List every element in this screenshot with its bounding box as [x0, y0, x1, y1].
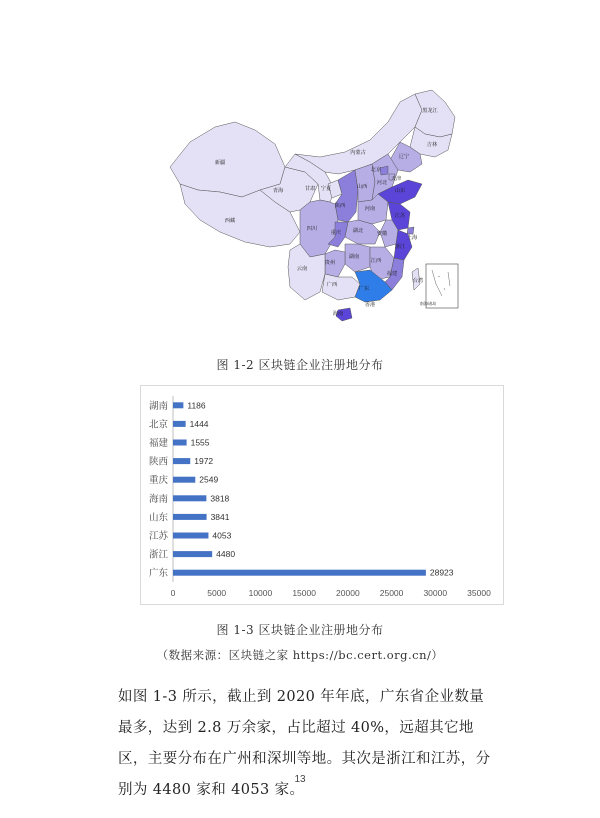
data-label: 4053 [212, 530, 232, 541]
data-source-note: （数据来源：区块链之家 https://bc.cert.org.cn/） [156, 648, 444, 662]
bar-chart [141, 386, 503, 604]
category-label: 江苏 [148, 531, 168, 542]
map-label: 山西 [356, 184, 368, 190]
x-tick-label: 5000 [207, 588, 227, 598]
category-label: 山东 [148, 512, 168, 524]
bar [173, 477, 195, 483]
map-label: 湖北 [352, 228, 364, 234]
map-caption: 图 1-2 区块链企业注册地分布 [216, 358, 384, 372]
map-label: 江苏 [394, 213, 406, 219]
category-label: 湖南 [148, 400, 168, 412]
map-label: 四川 [306, 226, 318, 232]
category-label: 北京 [148, 419, 168, 431]
region-sichuan [300, 200, 338, 257]
map-label: 安徽 [376, 231, 388, 237]
map-label: 河南 [364, 206, 376, 212]
map-label: 南海诸岛 [419, 301, 437, 306]
bar [173, 533, 208, 539]
x-tick-label: 10000 [248, 588, 273, 598]
region-shaanxi [335, 170, 358, 222]
map-label: 辽宁 [398, 154, 410, 160]
data-label: 3841 [210, 511, 230, 522]
chart-caption: 图 1-3 区块链企业注册地分布 [216, 623, 384, 637]
data-label: 1555 [190, 437, 210, 448]
map-label: 山东 [394, 188, 406, 194]
china-region-map [160, 72, 460, 322]
category-label: 广东 [148, 568, 168, 580]
map-label: 天津 [390, 176, 402, 182]
region-xinjiang [170, 122, 285, 197]
map-label: 北京 [370, 167, 382, 173]
bar [173, 421, 186, 427]
map-label: 内蒙古 [350, 150, 366, 156]
map-label: 香港 [364, 302, 376, 308]
data-label: 28923 [429, 567, 454, 578]
x-tick-label: 20000 [336, 588, 360, 598]
data-label: 4480 [216, 549, 236, 560]
map-label: 河北 [376, 180, 388, 186]
body-paragraph: 如图 1-3 所示，截止到 2020 年年底，广东省企业数量最多，达到 2.8 万余家，占比超过 40%，远超其它地区，主要分布在广州和深圳等地。其次是浙江和江苏，分别为 4480 家和 4053 家。 [118, 689, 491, 798]
category-label: 福建 [148, 438, 168, 449]
map-label: 广西 [326, 282, 338, 288]
map-label: 重庆 [330, 230, 342, 236]
category-label: 陕西 [148, 456, 168, 468]
map-label: 贵州 [324, 260, 336, 266]
map-label: 黑龙江 [422, 108, 438, 114]
map-label: 上海 [406, 235, 418, 241]
page-number: 13 [294, 774, 306, 785]
map-label: 江西 [370, 258, 382, 264]
map-label: 陕西 [334, 203, 346, 209]
map-label: 湖南 [348, 254, 360, 260]
bar-chart-frame [140, 385, 504, 605]
map-label: 福建 [386, 271, 398, 277]
category-label: 重庆 [148, 475, 168, 487]
x-tick-label: 30000 [423, 588, 448, 598]
map-label: 台湾 [412, 278, 424, 284]
x-tick-label: 25000 [379, 588, 404, 598]
region-shanghai [407, 227, 414, 234]
data-label: 1972 [194, 456, 214, 467]
map-label: 浙江 [394, 244, 406, 250]
bar [173, 458, 190, 464]
category-label: 海南 [148, 493, 168, 505]
map-label: 云南 [296, 266, 308, 272]
data-label: 1444 [189, 418, 209, 429]
x-tick-label: 0 [170, 588, 176, 598]
bar [173, 570, 426, 576]
bar [173, 551, 212, 557]
data-label: 3818 [210, 493, 230, 504]
bar [173, 514, 207, 520]
map-label: 甘肃 [304, 186, 316, 192]
map-label: 新疆 [214, 160, 226, 166]
bar [173, 440, 187, 446]
map-label: 西藏 [224, 218, 236, 224]
data-label: 1186 [187, 400, 206, 411]
map-label: 宁夏 [320, 186, 332, 192]
map-label: 青海 [272, 188, 284, 194]
bar [173, 402, 183, 408]
map-label: 广东 [358, 286, 370, 292]
category-label: 浙江 [148, 549, 168, 561]
map-label: 海南 [332, 311, 344, 317]
x-tick-label: 15000 [292, 588, 316, 598]
bar [173, 495, 206, 501]
map-label: 吉林 [426, 142, 438, 148]
x-tick-label: 35000 [467, 588, 491, 598]
data-label: 2549 [199, 474, 219, 485]
